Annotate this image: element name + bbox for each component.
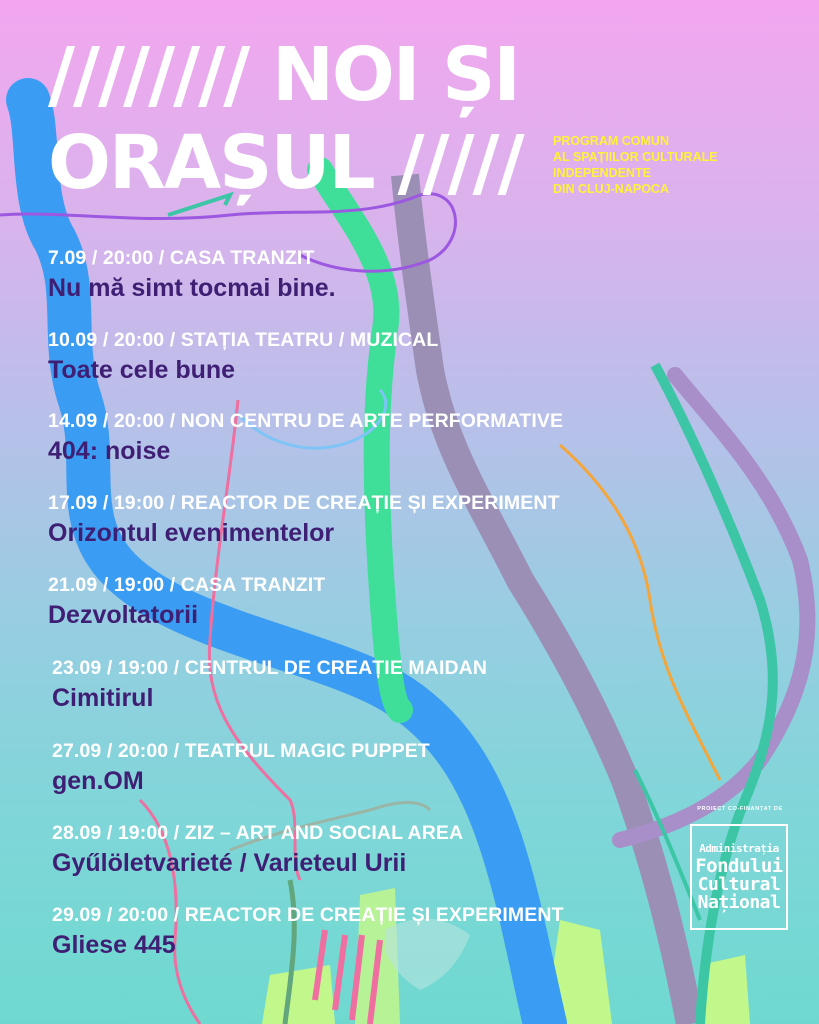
event-item: [52, 822, 463, 878]
event-title: Dezvoltatorii: [48, 601, 199, 629]
event-meta: 29.09 / 20:00 / REACTOR DE CREAȚIE ȘI EXPERIMENT: [52, 904, 564, 926]
logo-line: Național: [697, 891, 781, 913]
event-meta: 23.09 / 19:00 / CENTRUL DE CREAȚIE MAIDAN: [52, 657, 488, 679]
event-item: [52, 657, 487, 713]
tagline-line: AL SPAȚIILOR CULTURALE: [553, 150, 718, 164]
event-item: [52, 904, 564, 960]
cofinancer-label: PROIECT CO-FINANȚAT DE: [697, 806, 783, 812]
logo-line: Fondului: [695, 854, 783, 877]
title-line-1: //////// NOI ȘI: [48, 32, 519, 118]
title-line-2: ORAȘUL /////: [48, 120, 523, 206]
event-item: [48, 410, 563, 466]
event-item: [48, 492, 560, 548]
tagline-line: INDEPENDENTE: [553, 166, 651, 180]
event-title: Toate cele bune: [48, 356, 236, 384]
event-title: Orizontul evenimentelor: [48, 519, 335, 547]
event-item: [52, 740, 430, 796]
event-meta: 21.09 / 19:00 / CASA TRANZIT: [48, 574, 326, 596]
logo-line: Administrația: [699, 841, 779, 855]
event-title: Gliese 445: [52, 931, 176, 959]
event-title: gen.OM: [52, 767, 144, 795]
logo-line: Cultural: [697, 873, 781, 895]
event-meta: 14.09 / 20:00 / NON CENTRU DE ARTE PERFORMATIVE: [48, 410, 564, 432]
event-meta: 10.09 / 20:00 / STAȚIA TEATRU / MUZICAL: [48, 329, 439, 351]
event-meta: 28.09 / 19:00 / ZIZ – ART AND SOCIAL AREA: [52, 822, 464, 844]
tagline-line: DIN CLUJ-NAPOCA: [553, 182, 669, 196]
event-meta: 17.09 / 19:00 / REACTOR DE CREAȚIE ȘI EXPERIMENT: [48, 492, 560, 514]
event-item: [48, 247, 336, 303]
tagline-line: PROGRAM COMUN: [553, 134, 669, 148]
event-item: [48, 329, 438, 385]
event-meta: 7.09 / 20:00 / CASA TRANZIT: [48, 247, 315, 269]
tagline: [553, 133, 773, 197]
gray-road: [405, 175, 690, 1024]
event-title: Gyűlöletvarieté / Varieteul Urii: [52, 849, 407, 877]
afcn-logo: [690, 824, 788, 930]
event-title: Cimitirul: [52, 684, 154, 712]
event-meta: 27.09 / 20:00 / TEATRUL MAGIC PUPPET: [52, 740, 430, 762]
blue-river: [28, 100, 545, 1024]
event-title: Nu mă simt tocmai bine.: [48, 274, 336, 302]
lime-patch-left: [262, 965, 335, 1024]
event-title: 404: noise: [48, 437, 171, 465]
event-item: [48, 574, 325, 630]
orange-line: [560, 445, 720, 780]
